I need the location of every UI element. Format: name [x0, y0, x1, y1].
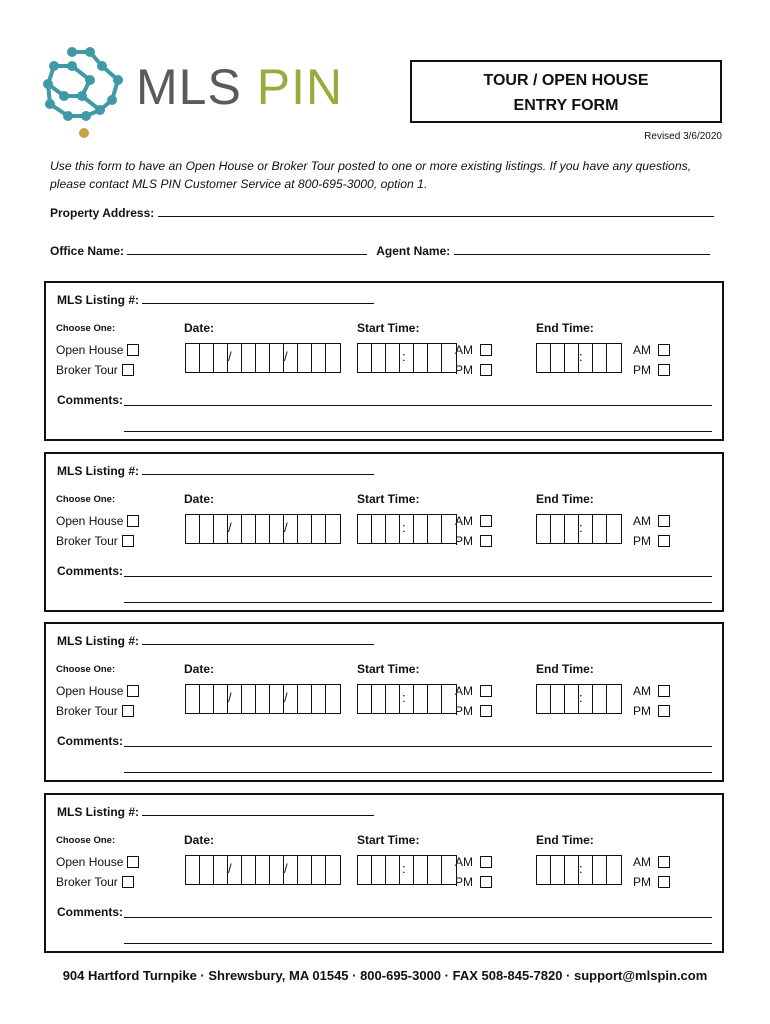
mls-listing-field[interactable] [142, 633, 374, 645]
broker-tour-option [56, 704, 134, 718]
date-input-boxes-cell[interactable] [298, 856, 312, 884]
start-time-boxes-cell[interactable] [428, 344, 442, 372]
open-house-option [56, 684, 139, 698]
broker-tour-checkbox[interactable] [122, 535, 134, 547]
broker-tour-option [56, 363, 134, 377]
logo-wordmark [136, 59, 344, 115]
start-am-label: AM [455, 514, 473, 528]
start-time-boxes-cell[interactable] [386, 344, 400, 372]
broker-tour-label: Broker Tour [56, 875, 118, 889]
date-input-boxes-cell[interactable] [326, 685, 340, 713]
end-time-boxes-cell[interactable] [607, 515, 621, 543]
comments-line-2[interactable] [124, 943, 712, 944]
mls-listing-row [57, 804, 374, 819]
date-slash-1: / [228, 690, 232, 705]
listing-section [44, 281, 724, 441]
title-line-1: TOUR / OPEN HOUSE [483, 72, 649, 89]
title-line-2: ENTRY FORM [513, 97, 619, 114]
broker-tour-checkbox[interactable] [122, 364, 134, 376]
start-am-label: AM [455, 855, 473, 869]
date-input-boxes-cell[interactable] [214, 344, 228, 372]
mls-listing-label: MLS Listing #: [57, 293, 139, 307]
start-time-boxes-cell[interactable] [358, 685, 372, 713]
comments-label: Comments: [57, 393, 124, 407]
date-input-boxes-cell[interactable] [214, 685, 228, 713]
agent-name-label: Agent Name: [376, 244, 451, 258]
end-time-boxes-cell[interactable] [593, 856, 607, 884]
end-time-boxes-cell[interactable] [537, 685, 551, 713]
start-time-boxes-cell[interactable] [428, 685, 442, 713]
comments-label: Comments: [57, 564, 124, 578]
date-slash-1: / [228, 861, 232, 876]
date-input-boxes[interactable] [185, 343, 341, 373]
start-pm-label: PM [455, 534, 473, 548]
broker-tour-checkbox[interactable] [122, 876, 134, 888]
start-time-boxes[interactable] [357, 855, 457, 885]
start-pm-label: PM [455, 363, 473, 377]
end-am-checkbox[interactable] [658, 515, 670, 527]
end-pm-label: PM [633, 704, 651, 718]
end-am-label: AM [633, 514, 651, 528]
agent-name-field[interactable] [454, 243, 710, 255]
date-input-boxes-cell[interactable] [200, 685, 214, 713]
end-am-label: AM [633, 855, 651, 869]
end-am-checkbox[interactable] [658, 685, 670, 697]
start-time-label: Start Time: [357, 662, 420, 676]
start-time-label: Start Time: [357, 833, 420, 847]
end-pm-checkbox[interactable] [658, 535, 670, 547]
date-input-boxes-cell[interactable] [298, 515, 312, 543]
date-input-boxes[interactable] [185, 684, 341, 714]
date-input-boxes[interactable] [185, 855, 341, 885]
choose-one-label: Choose One: [56, 664, 116, 675]
broker-tour-label: Broker Tour [56, 704, 118, 718]
end-time-boxes-cell[interactable] [593, 344, 607, 372]
date-input-boxes-cell[interactable] [256, 515, 270, 543]
date-input-boxes-cell[interactable] [326, 856, 340, 884]
comments-label: Comments: [57, 905, 124, 919]
mls-listing-field[interactable] [142, 463, 374, 475]
start-time-boxes-cell[interactable] [386, 856, 400, 884]
end-am-checkbox[interactable] [658, 344, 670, 356]
date-input-boxes-cell[interactable] [214, 856, 228, 884]
end-pm-checkbox[interactable] [658, 876, 670, 888]
end-time-boxes-cell[interactable] [537, 515, 551, 543]
date-input-boxes-cell[interactable] [312, 344, 326, 372]
date-input-boxes-cell[interactable] [242, 344, 256, 372]
comments-line-1[interactable] [124, 576, 712, 577]
end-time-boxes-cell[interactable] [565, 344, 579, 372]
end-pm-label: PM [633, 363, 651, 377]
start-pm-checkbox[interactable] [480, 705, 492, 717]
date-input-boxes-cell[interactable] [256, 856, 270, 884]
start-time-boxes-cell[interactable] [386, 685, 400, 713]
start-time-boxes-cell[interactable] [414, 685, 428, 713]
end-time-boxes-cell[interactable] [537, 344, 551, 372]
start-time-boxes-cell[interactable] [358, 344, 372, 372]
end-pm-label: PM [633, 534, 651, 548]
comments-line-1[interactable] [124, 405, 712, 406]
listing-section [44, 452, 724, 612]
date-input-boxes-cell[interactable] [200, 515, 214, 543]
date-slash-2: / [284, 349, 288, 364]
end-time-label: End Time: [536, 321, 594, 335]
broker-tour-label: Broker Tour [56, 534, 118, 548]
open-house-label: Open House [56, 684, 124, 698]
date-input-boxes-cell[interactable] [256, 344, 270, 372]
open-house-checkbox[interactable] [127, 685, 139, 697]
date-slash-2: / [284, 861, 288, 876]
end-time-boxes-cell[interactable] [565, 685, 579, 713]
mls-listing-label: MLS Listing #: [57, 634, 139, 648]
listing-section [44, 793, 724, 953]
start-am-checkbox[interactable] [480, 856, 492, 868]
date-input-boxes-cell[interactable] [186, 515, 200, 543]
start-time-boxes-cell[interactable] [414, 856, 428, 884]
mls-listing-row [57, 292, 374, 307]
start-am-label: AM [455, 343, 473, 357]
start-pm-label: PM [455, 875, 473, 889]
choose-one-label: Choose One: [56, 835, 116, 846]
mls-listing-row [57, 633, 374, 648]
open-house-option [56, 855, 139, 869]
open-house-label: Open House [56, 855, 124, 869]
end-pm-checkbox[interactable] [658, 705, 670, 717]
mls-listing-field[interactable] [142, 292, 374, 304]
start-time-colon: : [402, 861, 406, 876]
footer-contact: 904 Hartford Turnpike · Shrewsbury, MA 01545 · 800-695-3000 · FAX 508-845-7820 · support@mlspin.com [62, 968, 708, 983]
date-slash-2: / [284, 520, 288, 535]
end-time-boxes-cell[interactable] [551, 344, 565, 372]
logo-mls: MLS [136, 59, 242, 115]
date-label: Date: [184, 492, 215, 506]
end-time-boxes-cell[interactable] [607, 685, 621, 713]
open-house-option [56, 343, 139, 357]
open-house-checkbox[interactable] [127, 856, 139, 868]
date-slash-2: / [284, 690, 288, 705]
start-pm-checkbox[interactable] [480, 364, 492, 376]
end-time-boxes-cell[interactable] [565, 515, 579, 543]
start-time-boxes[interactable] [357, 514, 457, 544]
date-input-boxes-cell[interactable] [270, 344, 284, 372]
date-input-boxes-cell[interactable] [200, 344, 214, 372]
comments-line-2[interactable] [124, 431, 712, 432]
date-input-boxes-cell[interactable] [312, 685, 326, 713]
date-label: Date: [184, 662, 215, 676]
date-label: Date: [184, 321, 215, 335]
start-time-boxes[interactable] [357, 343, 457, 373]
start-time-boxes-cell[interactable] [358, 515, 372, 543]
start-time-colon: : [402, 520, 406, 535]
date-input-boxes-cell[interactable] [186, 685, 200, 713]
property-address-label: Property Address: [50, 206, 155, 220]
comments-line-2[interactable] [124, 772, 712, 773]
date-input-boxes[interactable] [185, 514, 341, 544]
end-time-colon: : [579, 349, 583, 364]
start-am-label: AM [455, 684, 473, 698]
broker-tour-label: Broker Tour [56, 363, 118, 377]
date-input-boxes-cell[interactable] [242, 685, 256, 713]
date-label: Date: [184, 833, 215, 847]
listing-section [44, 622, 724, 782]
end-time-boxes-cell[interactable] [551, 856, 565, 884]
date-input-boxes-cell[interactable] [326, 344, 340, 372]
start-time-boxes-cell[interactable] [358, 856, 372, 884]
comments-line-1[interactable] [124, 917, 712, 918]
end-time-boxes-cell[interactable] [551, 685, 565, 713]
end-time-boxes-cell[interactable] [607, 344, 621, 372]
end-pm-checkbox[interactable] [658, 364, 670, 376]
comments-line-1[interactable] [124, 746, 712, 747]
start-time-boxes-cell[interactable] [372, 685, 386, 713]
date-input-boxes-cell[interactable] [242, 515, 256, 543]
property-address-field[interactable] [158, 205, 714, 217]
start-time-boxes-cell[interactable] [414, 344, 428, 372]
start-time-boxes-cell[interactable] [428, 856, 442, 884]
open-house-checkbox[interactable] [127, 344, 139, 356]
date-input-boxes-cell[interactable] [312, 515, 326, 543]
end-time-label: End Time: [536, 833, 594, 847]
start-pm-checkbox[interactable] [480, 876, 492, 888]
property-address-row [50, 205, 714, 220]
start-am-checkbox[interactable] [480, 685, 492, 697]
start-time-boxes-cell[interactable] [372, 856, 386, 884]
end-time-boxes-cell[interactable] [593, 685, 607, 713]
date-slash-1: / [228, 520, 232, 535]
broker-tour-checkbox[interactable] [122, 705, 134, 717]
logo-pin: PIN [256, 59, 344, 115]
start-time-colon: : [402, 349, 406, 364]
office-agent-row [50, 243, 714, 258]
choose-one-label: Choose One: [56, 494, 116, 505]
open-house-label: Open House [56, 514, 124, 528]
broker-tour-option [56, 534, 134, 548]
start-time-boxes-cell[interactable] [428, 515, 442, 543]
office-name-field[interactable] [127, 243, 367, 255]
end-time-label: End Time: [536, 492, 594, 506]
broker-tour-option [56, 875, 134, 889]
comments-label: Comments: [57, 734, 124, 748]
date-input-boxes-cell[interactable] [298, 685, 312, 713]
choose-one-label: Choose One: [56, 323, 116, 334]
end-time-boxes-cell[interactable] [537, 856, 551, 884]
start-time-boxes-cell[interactable] [442, 685, 456, 713]
date-input-boxes-cell[interactable] [270, 856, 284, 884]
date-input-boxes-cell[interactable] [312, 856, 326, 884]
start-time-boxes-cell[interactable] [386, 515, 400, 543]
mls-listing-label: MLS Listing #: [57, 805, 139, 819]
form-title-box [410, 60, 722, 123]
date-input-boxes-cell[interactable] [270, 685, 284, 713]
start-time-boxes-cell[interactable] [372, 515, 386, 543]
start-time-boxes[interactable] [357, 684, 457, 714]
open-house-checkbox[interactable] [127, 515, 139, 527]
open-house-label: Open House [56, 343, 124, 357]
date-input-boxes-cell[interactable] [200, 856, 214, 884]
end-am-checkbox[interactable] [658, 856, 670, 868]
start-time-label: Start Time: [357, 492, 420, 506]
mls-listing-row [57, 463, 374, 478]
office-name-label: Office Name: [50, 244, 125, 258]
date-input-boxes-cell[interactable] [186, 856, 200, 884]
date-input-boxes-cell[interactable] [256, 685, 270, 713]
start-pm-checkbox[interactable] [480, 535, 492, 547]
end-time-boxes-cell[interactable] [565, 856, 579, 884]
date-input-boxes-cell[interactable] [242, 856, 256, 884]
mls-pin-logo-icon [42, 44, 128, 140]
start-pm-label: PM [455, 704, 473, 718]
start-am-checkbox[interactable] [480, 344, 492, 356]
comments-line-2[interactable] [124, 602, 712, 603]
end-pm-label: PM [633, 875, 651, 889]
start-am-checkbox[interactable] [480, 515, 492, 527]
start-time-colon: : [402, 690, 406, 705]
date-input-boxes-cell[interactable] [298, 344, 312, 372]
date-input-boxes-cell[interactable] [270, 515, 284, 543]
open-house-option [56, 514, 139, 528]
date-slash-1: / [228, 349, 232, 364]
intro-text: Use this form to have an Open House or Broker Tour posted to one or more existing listings. If you have any questions, please contact MLS PIN Customer Service at 800-695-3000, option 1. [50, 159, 692, 191]
start-time-boxes-cell[interactable] [414, 515, 428, 543]
start-time-boxes-cell[interactable] [442, 856, 456, 884]
start-time-label: Start Time: [357, 321, 420, 335]
date-input-boxes-cell[interactable] [186, 344, 200, 372]
end-am-label: AM [633, 684, 651, 698]
end-time-colon: : [579, 520, 583, 535]
mls-listing-field[interactable] [142, 804, 374, 816]
start-time-boxes-cell[interactable] [442, 515, 456, 543]
end-time-label: End Time: [536, 662, 594, 676]
end-time-boxes-cell[interactable] [551, 515, 565, 543]
date-input-boxes-cell[interactable] [326, 515, 340, 543]
end-time-boxes-cell[interactable] [607, 856, 621, 884]
mls-listing-label: MLS Listing #: [57, 464, 139, 478]
end-time-colon: : [579, 861, 583, 876]
start-time-boxes-cell[interactable] [372, 344, 386, 372]
end-am-label: AM [633, 343, 651, 357]
revised-date: Revised 3/6/2020 [644, 131, 722, 142]
end-time-colon: : [579, 690, 583, 705]
date-input-boxes-cell[interactable] [214, 515, 228, 543]
end-time-boxes-cell[interactable] [593, 515, 607, 543]
start-time-boxes-cell[interactable] [442, 344, 456, 372]
